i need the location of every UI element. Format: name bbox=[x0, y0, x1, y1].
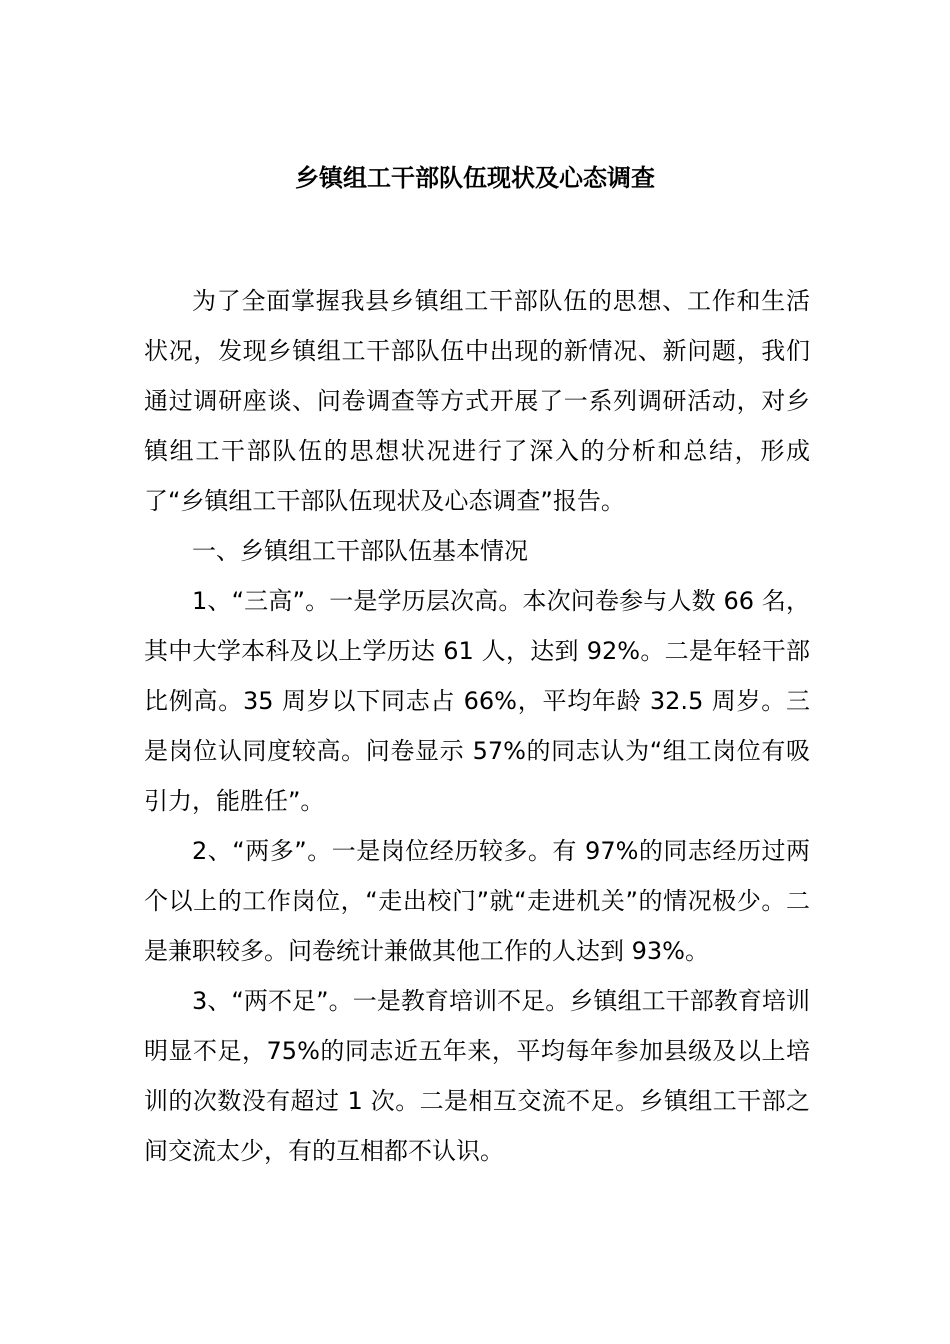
paragraph-intro: 为了全面掌握我县乡镇组工干部队伍的思想、工作和生活状况，发现乡镇组工干部队伍中出现的新情况、新问题，我们通过调研座谈、问卷调查等方式开展了一系列调研活动，对乡镇组工干部队伍的思想状况进行了深入的分析和总结，形成了“乡镇组工干部队伍现状及心态调查”报告。 bbox=[144, 287, 810, 515]
document-body bbox=[144, 276, 810, 1176]
paragraph-two-many: 2、“两多”。一是岗位经历较多。有 97%的同志经历过两个以上的工作岗位，“走出校门”就“走进机关”的情况极少。二是兼职较多。问卷统计兼做其他工作的人达到 93%。 bbox=[144, 837, 810, 965]
paragraph-two-insufficient: 3、“两不足”。一是教育培训不足。乡镇组工干部教育培训明显不足，75%的同志近五年来，平均每年参加县级及以上培训的次数没有超过 1 次。二是相互交流不足。乡镇组工干部之间交流太少，有的互相都不认识。 bbox=[144, 987, 810, 1165]
section-heading-basic-situation: 一、乡镇组工干部队伍基本情况 bbox=[192, 537, 528, 565]
paragraph-three-highs: 1、“三高”。一是学历层次高。本次问卷参与人数 66 名，其中大学本科及以上学历达 61 人，达到 92%。二是年轻干部比例高。35 周岁以下同志占 66%，平均年龄 32.5 周岁。三是岗位认同度较高。问卷显示 57%的同志认为“组工岗位有吸引力，能胜任”。 bbox=[144, 587, 810, 815]
document-title: 乡镇组工干部队伍现状及心态调查 bbox=[295, 164, 655, 192]
